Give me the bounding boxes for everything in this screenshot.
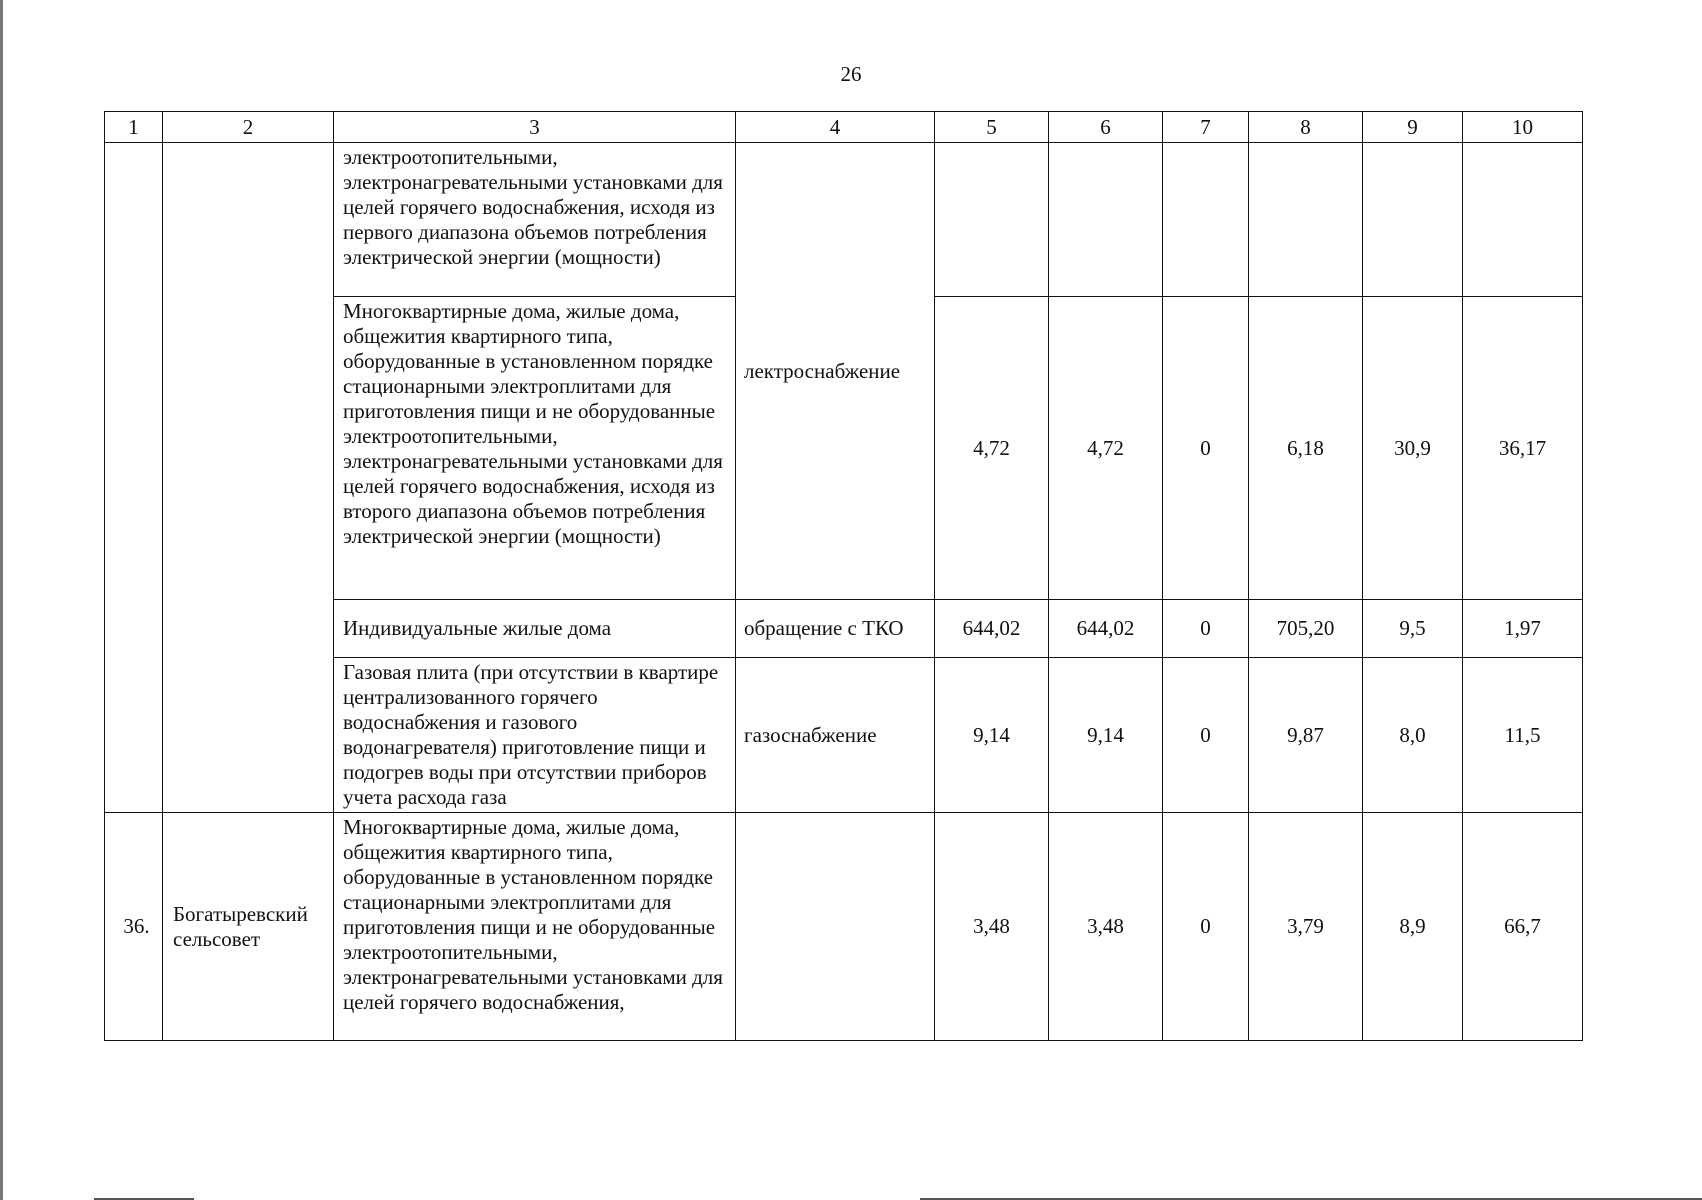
value-cell: 705,20: [1249, 600, 1363, 658]
header-cell: 8: [1249, 112, 1363, 143]
value-cell: 8,0: [1363, 658, 1463, 813]
scan-edge: [0, 0, 3, 1200]
value-cell: 30,9: [1363, 297, 1463, 600]
value-cell: 0: [1163, 297, 1249, 600]
value-cell: 3,48: [1049, 813, 1163, 1041]
value-cell: 9,5: [1363, 600, 1463, 658]
service-cell: [736, 813, 935, 1041]
value-cell: [1363, 143, 1463, 297]
header-cell: 6: [1049, 112, 1163, 143]
page-number: 26: [840, 62, 862, 86]
value-cell: [1049, 143, 1163, 297]
description-cell: Многоквартирные дома, жилые дома, общежития квартирного типа, оборудованные в установленном порядке стационарными электроплитами для приготовления пищи и не оборудованные электроотопительными, электронагревательными установками для целей горячего водоснабжения, исходя из второго диапазона объемов потребления электрической энергии (мощности): [334, 297, 736, 600]
table-row: [105, 813, 1583, 1041]
value-cell: 9,14: [1049, 658, 1163, 813]
description-cell: электроотопительными, электронагревательными установками для целей горячего водоснабжения, исходя из первого диапазона объемов потребления электрической энергии (мощности): [334, 143, 736, 297]
header-cell: 1: [105, 112, 163, 143]
value-cell: 0: [1163, 600, 1249, 658]
municipality-cell: [163, 143, 334, 813]
value-cell: [1163, 143, 1249, 297]
header-cell: 7: [1163, 112, 1249, 143]
value-cell: 8,9: [1363, 813, 1463, 1041]
value-cell: 3,79: [1249, 813, 1363, 1041]
description-cell: Многоквартирные дома, жилые дома, общежития квартирного типа, оборудованные в установленном порядке стационарными электроплитами для приготовления пищи и не оборудованные электроотопительными, электронагревательными установками для целей горячего водоснабжения,: [334, 813, 736, 1041]
service-cell: обращение с ТКО: [736, 600, 935, 658]
value-cell: 66,7: [1463, 813, 1583, 1041]
value-cell: 644,02: [935, 600, 1049, 658]
table-row: [105, 143, 1583, 297]
municipality-cell: Богатыревский сельсовет: [163, 813, 334, 1041]
value-cell: 644,02: [1049, 600, 1163, 658]
value-cell: 4,72: [935, 297, 1049, 600]
value-cell: [1463, 143, 1583, 297]
value-cell: 36,17: [1463, 297, 1583, 600]
value-cell: 3,48: [935, 813, 1049, 1041]
value-cell: 9,87: [1249, 658, 1363, 813]
value-cell: [1249, 143, 1363, 297]
header-cell: 2: [163, 112, 334, 143]
value-cell: 11,5: [1463, 658, 1583, 813]
value-cell: 9,14: [935, 658, 1049, 813]
service-cell: газоснабжение: [736, 658, 935, 813]
description-cell: Индивидуальные жилые дома: [334, 600, 736, 658]
value-cell: 1,97: [1463, 600, 1583, 658]
index-cell: [105, 143, 163, 813]
service-cell: лектроснабжение: [736, 143, 935, 600]
header-cell: 4: [736, 112, 935, 143]
value-cell: 6,18: [1249, 297, 1363, 600]
header-cell: 3: [334, 112, 736, 143]
value-cell: 4,72: [1049, 297, 1163, 600]
value-cell: 0: [1163, 658, 1249, 813]
description-cell: Газовая плита (при отсутствии в квартире централизованного горячего водоснабжения и газового водонагревателя) приготовление пищи и подогрев воды при отсутствии приборов учета расхода газа: [334, 658, 736, 813]
tariff-table: [104, 111, 1583, 1041]
header-cell: 9: [1363, 112, 1463, 143]
value-cell: 0: [1163, 813, 1249, 1041]
header-cell: 10: [1463, 112, 1583, 143]
header-row: [105, 112, 1583, 143]
value-cell: [935, 143, 1049, 297]
header-cell: 5: [935, 112, 1049, 143]
index-cell: 36.: [105, 813, 163, 1041]
